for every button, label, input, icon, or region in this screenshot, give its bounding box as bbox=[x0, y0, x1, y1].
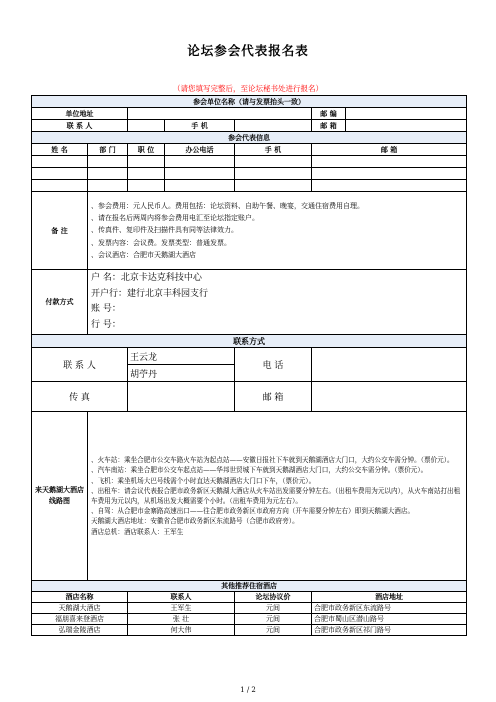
contact-phone-label: 电 话 bbox=[235, 348, 312, 382]
hotel-col-price: 论坛协议价 bbox=[235, 592, 312, 603]
payment-content bbox=[88, 270, 467, 335]
hotel-name: 弘瑞金陵酒店 bbox=[32, 625, 128, 636]
route-line: 、自驾：从合肥市金寨路高速出口——往合肥市政务新区市政府方向（开车需要分钟左右）即到天鹅湖大酒店。 bbox=[91, 507, 415, 516]
hotel-row bbox=[32, 625, 467, 636]
hotels-section-header: 其他推荐住宿酒店 bbox=[32, 581, 467, 592]
remarks-label: 备 注 bbox=[32, 192, 88, 270]
remark-line: 、参会费用：元人民币人。费用包括：论坛资料、自助午餐、晚宴，交通住宿费用自理。 bbox=[91, 201, 364, 210]
remark-line: 、请在报名后两周内将参会费用电汇至论坛指定账户。 bbox=[91, 214, 259, 223]
route-line: 酒店总机：酒店联系人：王军生 bbox=[91, 527, 184, 536]
hotel-price: 元间 bbox=[235, 625, 312, 636]
payment-line: 行 号： bbox=[91, 319, 121, 330]
rep-row[interactable] bbox=[32, 156, 467, 168]
org-section-header: 参会单位名称（请与发票抬头一致） bbox=[32, 96, 467, 108]
org-mobile-label: 手 机 bbox=[165, 120, 235, 132]
hotel-contact: 王军生 bbox=[128, 603, 235, 614]
payment-line: 账 号： bbox=[91, 304, 121, 314]
rep-row[interactable] bbox=[32, 168, 467, 180]
page-title: 论坛参会代表报名表 bbox=[187, 43, 309, 58]
route-line: 天鹅湖大酒店地址：安徽省合肥市政务新区东流路号（合肥市政府旁）。 bbox=[91, 517, 299, 526]
contact-email-label: 邮 箱 bbox=[235, 382, 312, 412]
org-address-field[interactable] bbox=[128, 108, 312, 120]
org-mobile-field[interactable] bbox=[235, 120, 312, 132]
hotel-contact: 张 壮 bbox=[128, 614, 235, 625]
payment-line: 开户行：建行北京丰科园支行 bbox=[91, 288, 209, 299]
org-email-field[interactable] bbox=[346, 120, 467, 132]
org-contact-label: 联 系 人 bbox=[32, 120, 128, 132]
remark-line: 、发票内容：会议费。发票类型：普通发票。 bbox=[91, 238, 231, 247]
hotel-price: 元间 bbox=[235, 614, 312, 625]
rep-col-office-phone: 办公电话 bbox=[165, 144, 235, 156]
payment-label: 付款方式 bbox=[32, 270, 88, 335]
postcode-label: 邮 编 bbox=[312, 108, 346, 120]
route-line: 、飞机：乘坐机场大巴号线需个小时直达天鹅湖酒店大门口下车，（票价元）。 bbox=[91, 476, 316, 485]
org-address-label: 单位地址 bbox=[32, 108, 128, 120]
remarks-content bbox=[88, 192, 467, 270]
rep-row[interactable] bbox=[32, 180, 467, 192]
page-number: 1 / 2 bbox=[240, 686, 256, 694]
postcode-field[interactable] bbox=[346, 108, 467, 120]
contact-person-2: 胡苧丹 bbox=[128, 365, 235, 382]
contact-fax-value bbox=[128, 382, 235, 412]
rep-col-position: 职 位 bbox=[128, 144, 165, 156]
route-line: 、火车站：乘坐合肥市公交车路火车站为起点站——安徽日报社下车就到天鹅湖酒店大门口，大约公交车需分钟。（票价元）。 bbox=[91, 456, 454, 465]
org-email-label: 邮 箱 bbox=[312, 120, 346, 132]
route-content bbox=[88, 412, 467, 581]
contact-phone-value bbox=[312, 348, 467, 382]
contact-fax-label: 传 真 bbox=[32, 382, 128, 412]
hotel-col-contact: 联系人 bbox=[128, 592, 235, 603]
contact-person-label: 联 系 人 bbox=[32, 348, 128, 382]
hotel-contact: 何大伟 bbox=[128, 625, 235, 636]
hotel-col-address: 酒店地址 bbox=[312, 592, 467, 603]
registration-notice: （请您填写完整后，至论坛秘书处进行报名） bbox=[173, 84, 323, 93]
hotel-name: 福朋喜来登酒店 bbox=[32, 614, 128, 625]
hotel-row bbox=[32, 614, 467, 625]
rep-col-department: 部 门 bbox=[88, 144, 128, 156]
payment-line: 户 名：北京卡达克科技中心 bbox=[91, 273, 202, 283]
org-contact-field[interactable] bbox=[128, 120, 165, 132]
contact-section-header: 联系方式 bbox=[32, 335, 467, 348]
contact-person-1: 王云龙 bbox=[128, 348, 235, 365]
rep-section-header: 参会代表信息 bbox=[32, 132, 467, 144]
remark-line: 、会议酒店：合肥市天鹅湖大酒店 bbox=[91, 250, 196, 259]
remark-line: 、传真件、复印件及扫描件具有同等法律效力。 bbox=[91, 226, 238, 235]
hotel-address: 合肥市蜀山区潜山路号 bbox=[312, 614, 467, 625]
hotel-price: 元间 bbox=[235, 603, 312, 614]
hotel-address: 合肥市政务新区祁门路号 bbox=[312, 625, 467, 636]
hotel-name: 天鹅湖大酒店 bbox=[32, 603, 128, 614]
hotel-col-name: 酒店名称 bbox=[32, 592, 128, 603]
rep-col-name: 姓 名 bbox=[32, 144, 88, 156]
route-label: 来天鹅湖大酒店线路图 bbox=[32, 412, 88, 581]
hotel-address: 合肥市政务新区东流路号 bbox=[312, 603, 467, 614]
rep-col-mobile: 手 机 bbox=[235, 144, 312, 156]
rep-col-email: 邮 箱 bbox=[312, 144, 467, 156]
route-line: 、汽车南站：乘坐合肥市公交车起点站——华邦世贸城下车就到天鹅湖酒店大门口，大约公交车需分钟。（票价元）。 bbox=[91, 466, 428, 475]
registration-form bbox=[31, 95, 467, 636]
route-line: 、出租车：请会议代表报合肥市政务新区天鹅湖大酒店从火车站出发需要分钟左右。（出租车费用为元以内），从火车南站打出租车费用为元以内，从机场出发大概需要个小时。（出租车费用为元左右）。 bbox=[91, 486, 461, 505]
hotel-row bbox=[32, 603, 467, 614]
contact-email-value bbox=[312, 382, 467, 412]
